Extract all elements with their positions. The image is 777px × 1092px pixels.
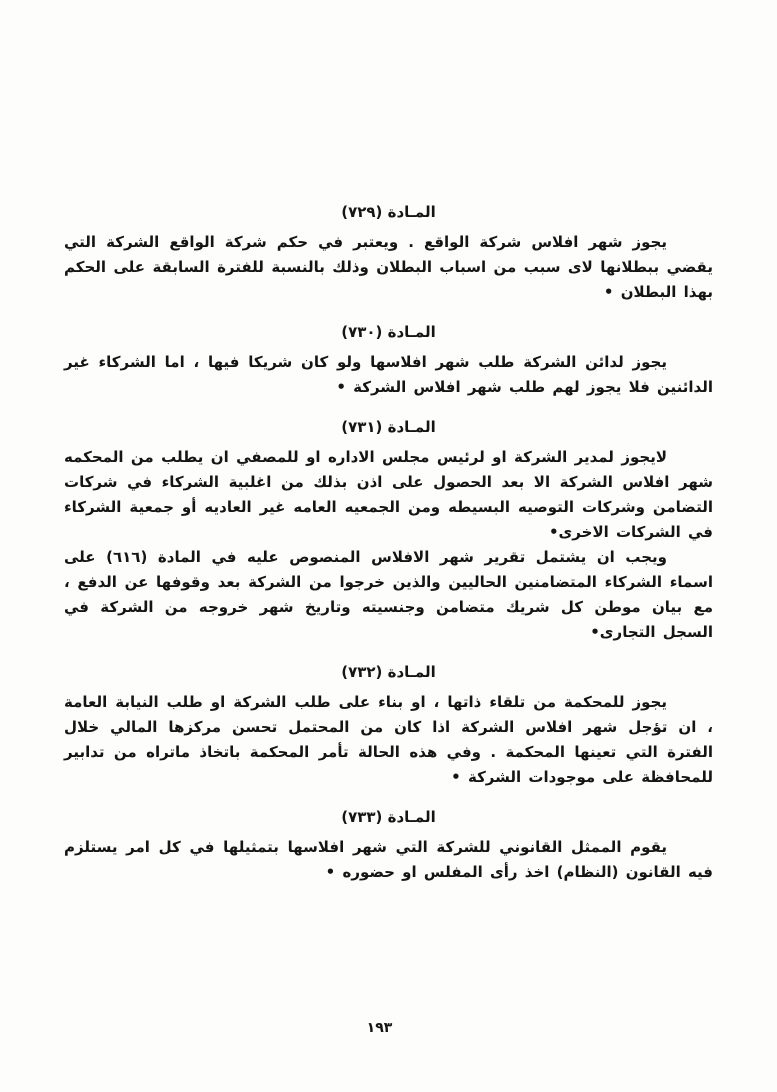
- article-paragraph: يقوم الممثل القانوني للشركة التي شهر افلاسها بتمثيلها في كل امر يستلزم فيه القانون (النظام) اخذ رأى المفلس او حضوره •: [64, 838, 713, 881]
- article-730: [64, 320, 713, 400]
- article-paragraph: يجوز لدائن الشركة طلب شهر افلاسها ولو كان شريكا فيها ، اما الشركاء غير الدائنين فلا يجوز لهم طلب شهر افلاس الشركة •: [64, 353, 713, 396]
- article-heading: المـادة (٧٣٣): [341, 808, 436, 826]
- article-heading: المـادة (٧٣١): [341, 418, 436, 436]
- article-paragraph: يجوز للمحكمة من تلقاء ذاتها ، او بناء على طلب الشركة او طلب النيابة العامة ، ان تؤجل شهر افلاس الشركة اذا كان من المحتمل تحسن مركزها المالي خلال الفترة التي تعينها المحكمة . وفي هذه الحالة تأمر المحكمة باتخاذ ماتراه من تدابير للمحافظة على موجودات الشركة •: [64, 693, 713, 786]
- page-number: ١٩٣: [366, 1020, 393, 1036]
- document-text-block: [64, 200, 713, 885]
- article-732: [64, 660, 713, 790]
- article-729: [64, 200, 713, 305]
- article-733: [64, 805, 713, 885]
- article-heading: المـادة (٧٣٢): [341, 663, 436, 681]
- article-paragraph: يجوز شهر افلاس شركة الواقع . ويعتبر في حكم شركة الواقع الشركة التي يقضي ببطلانها لاى سبب من اسباب البطلان وذلك بالنسبة للفترة السابقة على الحكم بهذا البطلان •: [64, 233, 713, 301]
- article-731: [64, 415, 713, 645]
- article-paragraph: ويجب ان يشتمل تقرير شهر الافلاس المنصوص عليه في المادة (٦١٦) على اسماء الشركاء المتضامنين الحاليين والذين خرجوا من الشركة بعد وقوفها عن الدفع ، مع بيان موطن كل شريك متضامن وجنسيته وتاريخ شهر خروجه من الشركة في السجل التجارى•: [64, 548, 713, 641]
- article-heading: المـادة (٧٢٩): [341, 203, 436, 221]
- article-paragraph: لايجوز لمدير الشركة او لرئيس مجلس الاداره او للمصفي ان يطلب من المحكمه شهر افلاس الشركة الا بعد الحصول على اذن بذلك من اغلبية الشركاء في شركات التضامن وشركات التوصيه البسيطه ومن الجمعيه العامه غير العاديه أو جمعية الشركاء في الشركات الاخرى•: [64, 448, 713, 541]
- article-heading: المـادة (٧٣٠): [341, 323, 436, 341]
